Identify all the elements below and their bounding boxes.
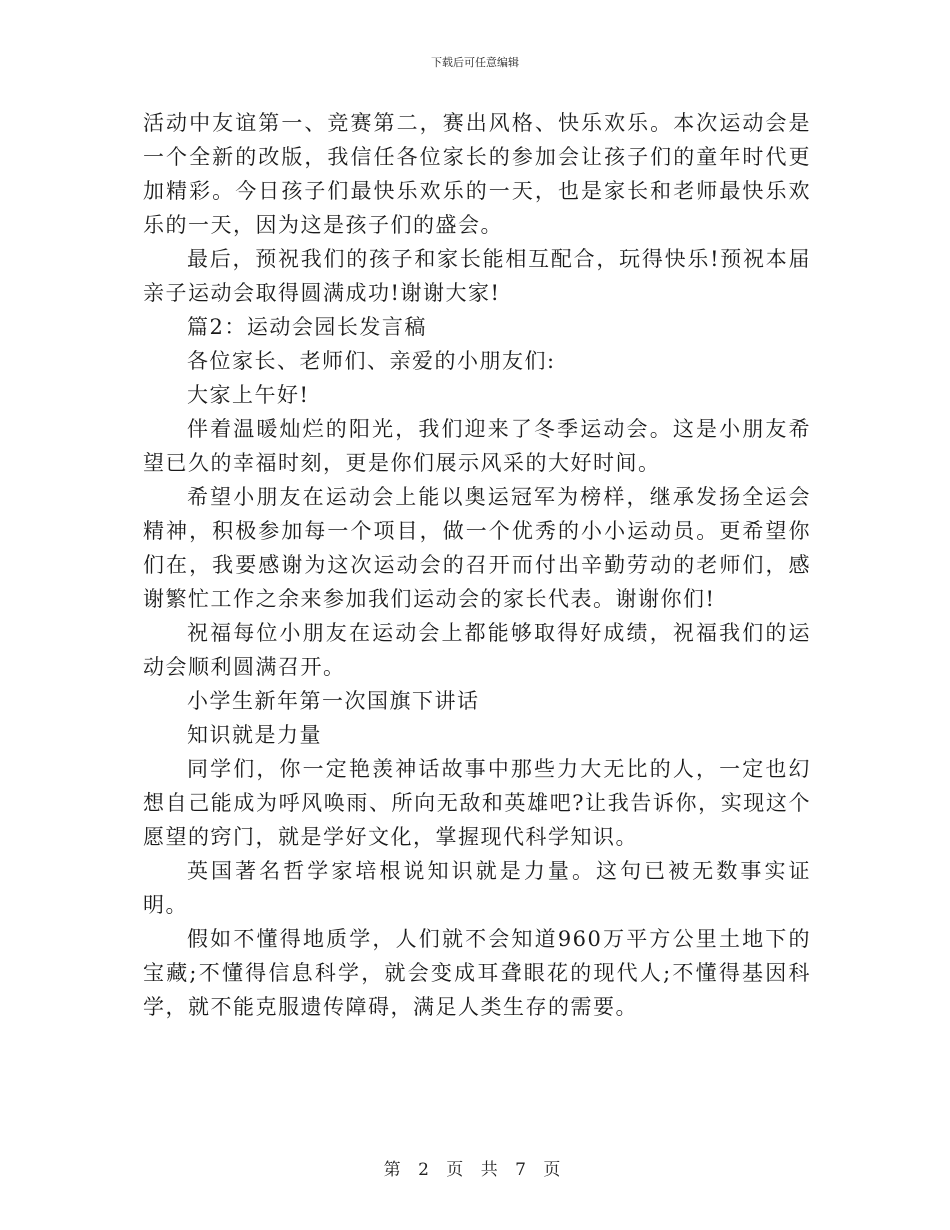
section-title-speech-2: 篇2：运动会园长发言稿 <box>187 315 427 339</box>
page-number-footer: 第 2 页 共 7 页 <box>383 1160 567 1180</box>
paragraph-sunshine: 伴着温暖灿烂的阳光，我们迎来了冬季运动会。这是小朋友希望已久的幸福时刻，更是你们展示风采的大好时间。 <box>143 417 811 475</box>
paragraph-hope: 希望小朋友在运动会上能以奥运冠军为榜样，继承发扬全运会精神，积极参加每一个项目，做一个优秀的小小运动员。更希望你们在，我要感谢为这次运动会的召开而付出辛勤劳动的老师们，感谢繁忙工作之余来参加我们运动会的家长代表。谢谢你们! <box>143 485 811 611</box>
document-body <box>143 106 811 1024</box>
section-subtitle-knowledge: 知识就是力量 <box>187 723 322 747</box>
section-title-flag-speech: 小学生新年第一次国旗下讲话 <box>187 689 480 713</box>
paragraph-closing-wish: 最后，预祝我们的孩子和家长能相互配合，玩得快乐!预祝本届亲子运动会取得圆满成功!谢谢大家! <box>143 247 811 305</box>
paragraph-students: 同学们，你一定艳羡神话故事中那些力大无比的人，一定也幻想自己能成为呼风唤雨、所向无敌和英雄吧?让我告诉你，实现这个愿望的窍门，就是学好文化，掌握现代科学知识。 <box>143 757 811 849</box>
salutation: 各位家长、老师们、亲爱的小朋友们: <box>187 349 556 373</box>
paragraph-blessing: 祝福每位小朋友在运动会上都能够取得好成绩，祝福我们的运动会顺利圆满召开。 <box>143 621 811 679</box>
page-header-note: 下载后可任意编辑 <box>431 56 519 69</box>
greeting: 大家上午好! <box>187 383 310 407</box>
paragraph-bacon: 英国著名哲学家培根说知识就是力量。这句已被无数事实证明。 <box>143 859 811 917</box>
paragraph-continuation: 活动中友谊第一、竞赛第二，赛出风格、快乐欢乐。本次运动会是一个全新的改版，我信任各位家长的参加会让孩子们的童年时代更加精彩。今日孩子们最快乐欢乐的一天，也是家长和老师最快乐欢乐的一天，因为这是孩子们的盛会。 <box>143 111 811 237</box>
paragraph-geology: 假如不懂得地质学，人们就不会知道960万平方公里土地下的宝藏;不懂得信息科学，就会变成耳聋眼花的现代人;不懂得基因科学，就不能克服遗传障碍，满足人类生存的需要。 <box>143 927 811 1019</box>
